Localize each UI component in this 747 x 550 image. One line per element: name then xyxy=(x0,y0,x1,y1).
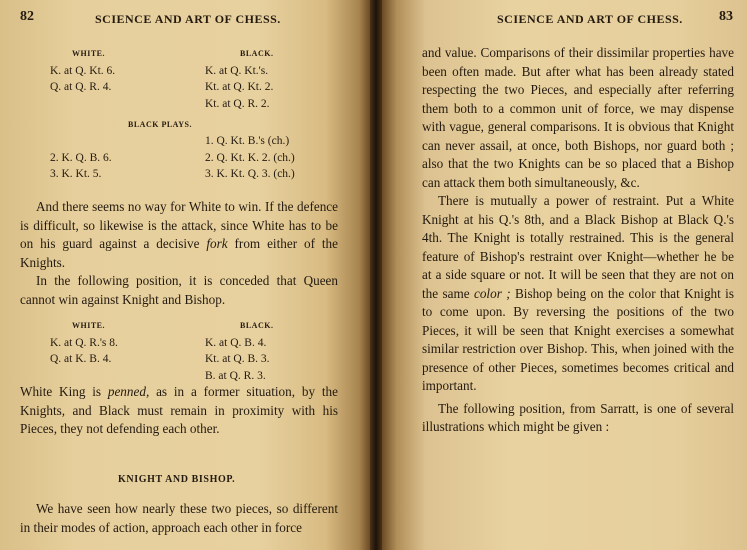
black-piece: Kt. at Q. R. 2. xyxy=(205,97,270,110)
black-piece: Kt. at Q. Kt. 2. xyxy=(205,81,274,93)
page-number-right: 83 xyxy=(719,9,733,24)
black-piece: B. at Q. R. 3. xyxy=(205,369,266,382)
paragraph: In the following position, it is conceded that Queen cannot win against Knight and Bishop. xyxy=(20,273,338,307)
position-2-table xyxy=(50,318,350,384)
section-heading: KNIGHT AND BISHOP. xyxy=(118,474,236,485)
black-column-header: BLACK. xyxy=(240,49,274,58)
paragraph-group-3 xyxy=(20,500,338,537)
page-number-left: 82 xyxy=(20,9,34,24)
running-head-right: SCIENCE AND ART OF CHESS. xyxy=(497,12,683,26)
book-gutter xyxy=(370,0,382,550)
paragraph-group-right xyxy=(422,44,734,437)
white-move: 3. K. Kt. 5. xyxy=(50,168,102,180)
left-page xyxy=(0,0,370,550)
white-piece: Q. at K. B. 4. xyxy=(50,353,112,365)
emphasis: fork xyxy=(206,236,228,251)
paragraph xyxy=(422,192,734,396)
black-piece: Kt. at Q. B. 3. xyxy=(205,353,270,365)
text-run: as in a former situation, by the Knights, and Black must remain in proximity with his Pieces, they not defending each other. xyxy=(20,384,338,436)
paragraph: We have seen how nearly these two pieces, so different in their modes of action, approach each other in force xyxy=(20,501,338,535)
text-run: There is mutually a power of restraint. Put a White Knight at his Q.'s 8th, and a Black Bishop at Black Q.'s 4th. The Knight is totally restrained. This is the general feature of Bishop's restraint over Knight—whether he be at a side square or not. It will be seen that they are not on the same xyxy=(422,193,734,301)
paragraph-group-1 xyxy=(20,198,338,309)
black-piece: K. at Q. B. 4. xyxy=(205,336,267,349)
black-move: 2. Q. Kt. K. 2. (ch.) xyxy=(205,151,295,164)
paragraph: The following position, from Sarratt, is one of several illustrations which might be given : xyxy=(422,400,734,434)
emphasis: penned, xyxy=(107,384,150,399)
black-plays-heading: BLACK PLAYS. xyxy=(128,120,192,129)
paragraph: and value. Comparisons of their dissimilar properties have been often made. But after what has been already stated respecting the two Pieces, and especially after referring them both to a common unit of force, we may dispense with vague, general comparisons. It is obvious that Knight can never assail, at once, both Bishops, nor guard both ; also that the two Knights can be so placed that a Bishop can attack them both simultaneously, &c. xyxy=(422,45,734,190)
white-move: 2. K. Q. B. 6. xyxy=(50,151,112,164)
paragraph-group-2 xyxy=(20,383,338,439)
text-run: And there seems no way for White to win. If the defence is difficult, so likewise is the attack, since White has to be on his guard against a decisive xyxy=(20,199,338,251)
text-run: from either of the Knights. xyxy=(20,236,338,270)
white-column-header: WHITE. xyxy=(72,49,106,58)
black-piece: K. at Q. Kt.'s. xyxy=(205,64,269,77)
paragraph xyxy=(20,198,338,272)
running-head-left: SCIENCE AND ART OF CHESS. xyxy=(95,12,281,26)
emphasis: color ; xyxy=(473,285,511,301)
white-piece: Q. at Q. R. 4. xyxy=(50,81,112,93)
text-run: Bishop being on the color that Knight is to come upon. By reversing the positions of the two Pieces, it will be seen that Knight exercises a somewhat similar restriction over Bishop. This, when joined with the presence of other Pieces, sometimes becomes critical and important. xyxy=(422,285,734,393)
white-column-header: WHITE. xyxy=(72,321,106,330)
position-1-table xyxy=(50,46,350,183)
white-piece: K. at Q. R.'s 8. xyxy=(50,336,118,349)
black-move: 3. K. Kt. Q. 3. (ch.) xyxy=(205,168,295,180)
white-piece: K. at Q. Kt. 6. xyxy=(50,64,116,77)
right-page xyxy=(382,0,747,550)
text-run: White King is xyxy=(20,384,108,399)
black-move: 1. Q. Kt. B.'s (ch.) xyxy=(205,135,290,147)
paragraph xyxy=(20,383,338,439)
black-column-header: BLACK. xyxy=(240,321,274,330)
